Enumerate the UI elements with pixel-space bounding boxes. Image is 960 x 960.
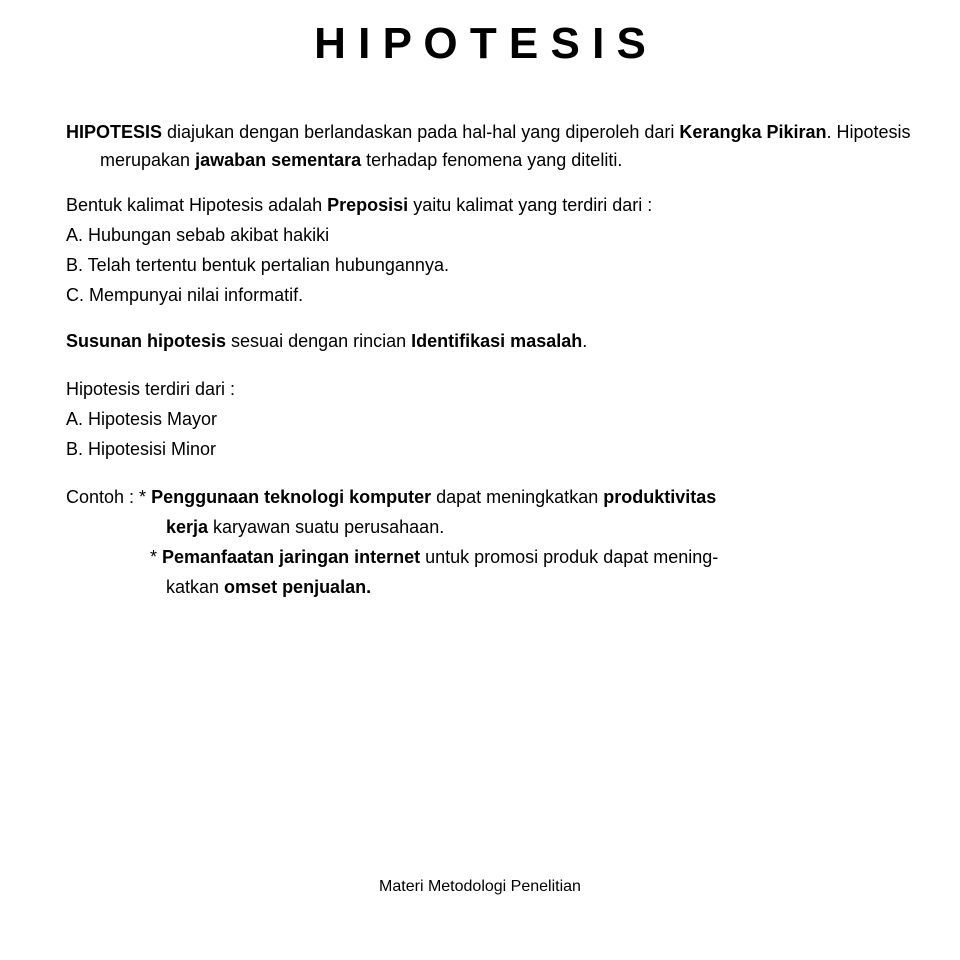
term-susunan-hipotesis: Susunan hipotesis: [66, 331, 227, 351]
term-omset-penjualan: omset penjualan.: [224, 577, 372, 597]
slide-title: H I P O T E S I S: [314, 19, 646, 68]
bentuk-paragraph: [66, 190, 926, 220]
term-pemanfaatan-jaringan: Pemanfaatan jaringan internet: [162, 547, 421, 567]
term-jawaban-sementara: jawaban sementara: [195, 150, 362, 170]
bentuk-item-a: A. Hubungan sebab akibat hakiki: [66, 225, 330, 245]
intro-text-3: terhadap fenomena yang diteliti.: [361, 150, 623, 170]
slide-footer: Materi Metodologi Penelitian: [379, 878, 581, 895]
contoh-line-3: [66, 542, 926, 572]
terdiri-item-a: A. Hipotesis Mayor: [66, 409, 218, 429]
terdiri-heading: Hipotesis terdiri dari :: [66, 379, 236, 399]
intro-paragraph: [66, 118, 926, 174]
intro-text-2: . Hipotesis merupakan: [100, 122, 911, 170]
susunan-paragraph: [66, 326, 926, 356]
susunan-text-2: .: [582, 331, 588, 351]
term-preposisi: Preposisi: [327, 195, 409, 215]
slide-body: [66, 118, 926, 602]
term-penggunaan-teknologi: Penggunaan teknologi komputer: [151, 487, 432, 507]
contoh-line-4: [66, 572, 926, 602]
bentuk-text-1: Bentuk kalimat Hipotesis adalah: [66, 195, 328, 215]
contoh-2-text-2: katkan: [166, 577, 225, 597]
contoh-1-text-2: karyawan suatu perusahaan.: [208, 517, 445, 537]
term-identifikasi-masalah: Identifikasi masalah: [411, 331, 583, 351]
intro-text-1: diajukan dengan berlandaskan pada hal-hal yang diperoleh dari: [162, 122, 680, 142]
contoh-2-text-1: untuk promosi produk dapat mening-: [420, 547, 719, 567]
contoh-label: Contoh : *: [66, 487, 152, 507]
contoh-2-bullet: *: [150, 547, 163, 567]
bentuk-text-2: yaitu kalimat yang terdiri dari :: [408, 195, 653, 215]
bentuk-item-c: C. Mempunyai nilai informatif.: [66, 285, 304, 305]
contoh-line-2: [66, 512, 926, 542]
contoh-1-text-1: dapat meningkatkan: [431, 487, 604, 507]
terdiri-item-b: B. Hipotesisi Minor: [66, 439, 217, 459]
term-kerangka-pikiran: Kerangka Pikiran: [679, 122, 827, 142]
term-produktivitas: produktivitas: [603, 487, 717, 507]
term-kerja: kerja: [166, 517, 209, 537]
contoh-line-1: [66, 482, 926, 512]
bentuk-item-b: B. Telah tertentu bentuk pertalian hubungannya.: [66, 255, 449, 275]
term-hipotesis: HIPOTESIS: [66, 122, 163, 142]
susunan-text-1: sesuai dengan rincian: [226, 331, 412, 351]
